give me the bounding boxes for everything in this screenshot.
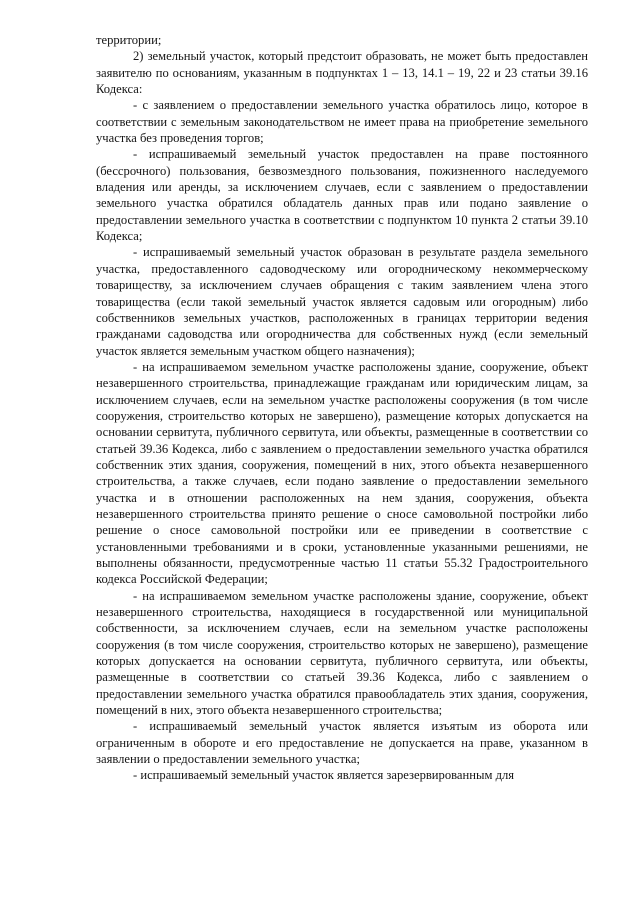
paragraph-bullet-public-buildings: - на испрашиваемом земельном участке расположены здание, сооружение, объект незавершенного строительства, находящиеся в государственной или муниципальной собственности, за исключением случаев, если на земельном участке расположены сооружения (в том числе сооружения, строительство которых не завершено), размещение которых допускается на основании сервитута, публичного сервитута, или объекты, размещенные в соответствии со статьей 39.36 Кодекса, либо с заявлением о предоставлении земельного участка обратился правообладатель этих здания, сооружения, помещений в них, этого объекта незавершенного строительства; xyxy=(96,588,588,718)
paragraph-bullet-permanent-use: - испрашиваемый земельный участок предоставлен на праве постоянного (бессрочного) пользования, безвозмездного пользования, пожизненного наследуемого владения или аренды, за исключением случаев, если с заявлением о предоставлении земельного участка обратился обладатель данных прав или подано заявление о предоставлении земельного участка в соответствии с подпунктом 10 пункта 2 статьи 39.10 Кодекса; xyxy=(96,147,588,244)
paragraph-bullet-division: - испрашиваемый земельный участок образован в результате раздела земельного участка, предоставленного садоводческому или огородническому некоммерческому товариществу, за исключением случаев обращения с таким заявлением члена этого товарищества (если такой земельный участок является садовым или огородным) либо собственников земельных участков, расположенных в границах территории ведения гражданами садоводства или огородничества для собственных нужд (если земельный участок является земельным участком общего назначения); xyxy=(96,245,588,358)
paragraph-continuation: территории; xyxy=(96,33,162,47)
paragraph-bullet-private-buildings: - на испрашиваемом земельном участке расположены здание, сооружение, объект незавершенного строительства, принадлежащие гражданам или юридическим лицам, за исключением случаев, если на земельном участке расположены сооружения (в том числе сооружения, строительство которых не завершено), размещение которых допускается на основании сервитута, публичного сервитута, или объекты, размещенные в соответствии со статьей 39.36 Кодекса, либо с заявлением о предоставлении земельного участка обратился собственник этих здания, сооружения, помещений в них, этого объекта незавершенного строительства, а также случаев, если подано заявление о предоставлении земельного участка и в отношении расположенных на нем здания, сооружения, объекта незавершенного строительства принято решение о сносе самовольной постройки либо решение о сносе самовольной постройки или ее приведении в соответствие с установленными требованиями и в сроки, установленные указанными решениями, не выполнены обязанности, предусмотренные частью 11 статьи 55.32 Градостроительного кодекса Российской Федерации; xyxy=(96,359,588,587)
paragraph-bullet-reserved: - испрашиваемый земельный участок является зарезервированным для xyxy=(133,768,515,783)
paragraph-bullet-withdrawn: - испрашиваемый земельный участок является изъятым из оборота или ограниченным в обороте и его предоставление не допускается на праве, указанном в заявлении о предоставлении земельного участка; xyxy=(96,719,588,767)
paragraph-item-2: 2) земельный участок, который предстоит образовать, не может быть предоставлен заявителю по основаниям, указанным в подпунктах 1 – 13, 14.1 – 19, 22 и 23 статьи 39.16 Кодекса: xyxy=(96,49,588,97)
document-page xyxy=(96,32,588,784)
paragraph-bullet-applicant: - с заявлением о предоставлении земельного участка обратилось лицо, которое в соответствии с земельным законодательством не имеет права на приобретение земельного участка без проведения торгов; xyxy=(96,98,588,146)
